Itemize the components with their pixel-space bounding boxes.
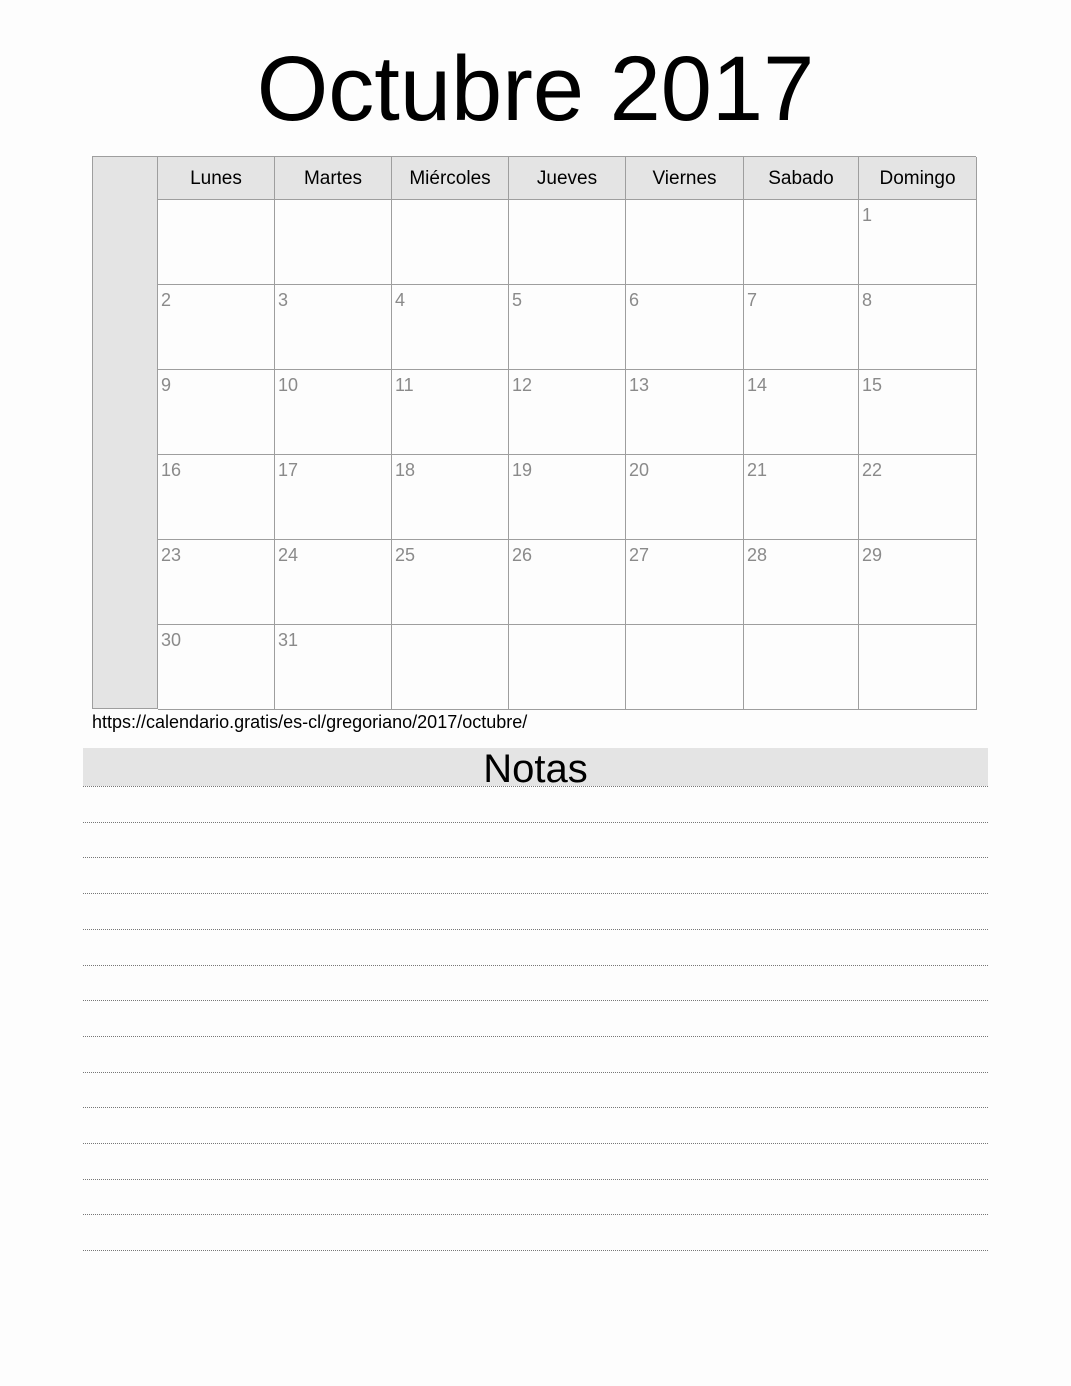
day-cell[interactable] xyxy=(626,625,744,710)
day-number: 21 xyxy=(747,460,768,480)
day-number: 4 xyxy=(395,290,406,310)
note-line[interactable] xyxy=(83,893,988,894)
day-number: 2 xyxy=(161,290,172,310)
day-number: 31 xyxy=(278,630,299,650)
day-cell[interactable] xyxy=(275,625,392,710)
day-cell[interactable] xyxy=(158,370,275,455)
day-cell[interactable] xyxy=(744,455,859,540)
day-cell[interactable] xyxy=(509,285,626,370)
note-line[interactable] xyxy=(83,1000,988,1001)
day-cell[interactable] xyxy=(744,200,859,285)
calendar-grid xyxy=(92,156,976,709)
day-number: 25 xyxy=(395,545,416,565)
note-line[interactable] xyxy=(83,1143,988,1144)
day-cell[interactable] xyxy=(859,200,977,285)
note-line[interactable] xyxy=(83,1250,988,1251)
weekday-header: Jueves xyxy=(509,157,626,200)
note-line[interactable] xyxy=(83,1036,988,1037)
day-cell[interactable] xyxy=(392,540,509,625)
day-number: 9 xyxy=(161,375,172,395)
day-cell[interactable] xyxy=(859,455,977,540)
day-number: 28 xyxy=(747,545,768,565)
day-cell[interactable] xyxy=(392,370,509,455)
day-cell[interactable] xyxy=(392,455,509,540)
day-number: 15 xyxy=(862,375,883,395)
week-number-column xyxy=(93,157,158,708)
day-cell[interactable] xyxy=(392,200,509,285)
weekday-header: Domingo xyxy=(859,157,977,200)
day-number: 17 xyxy=(278,460,299,480)
day-cell[interactable] xyxy=(744,370,859,455)
note-line[interactable] xyxy=(83,929,988,930)
source-url[interactable]: https://calendario.gratis/es-cl/gregoriano/2017/octubre/ xyxy=(92,712,528,732)
day-cell[interactable] xyxy=(626,370,744,455)
day-cell[interactable] xyxy=(509,540,626,625)
day-number: 26 xyxy=(512,545,533,565)
note-line[interactable] xyxy=(83,965,988,966)
day-cell[interactable] xyxy=(626,455,744,540)
day-number: 20 xyxy=(629,460,650,480)
day-cell[interactable] xyxy=(158,625,275,710)
weekday-header: Miércoles xyxy=(392,157,509,200)
day-number: 10 xyxy=(278,375,299,395)
weekday-header: Sabado xyxy=(744,157,859,200)
day-cell[interactable] xyxy=(158,540,275,625)
day-number: 16 xyxy=(161,460,182,480)
day-cell[interactable] xyxy=(859,540,977,625)
day-cell[interactable] xyxy=(275,370,392,455)
day-cell[interactable] xyxy=(859,285,977,370)
day-number: 6 xyxy=(629,290,640,310)
day-cell[interactable] xyxy=(744,285,859,370)
page-title: Octubre 2017 xyxy=(256,38,815,140)
note-line[interactable] xyxy=(83,822,988,823)
weekday-header: Martes xyxy=(275,157,392,200)
day-cell[interactable] xyxy=(509,455,626,540)
day-cell[interactable] xyxy=(859,625,977,710)
day-number: 18 xyxy=(395,460,416,480)
day-cell[interactable] xyxy=(275,540,392,625)
day-number: 19 xyxy=(512,460,533,480)
day-cell[interactable] xyxy=(158,200,275,285)
day-cell[interactable] xyxy=(509,625,626,710)
note-line[interactable] xyxy=(83,1107,988,1108)
day-number: 27 xyxy=(629,545,650,565)
day-number: 12 xyxy=(512,375,533,395)
day-number: 8 xyxy=(862,290,873,310)
day-cell[interactable] xyxy=(158,285,275,370)
day-cell[interactable] xyxy=(275,285,392,370)
day-number: 7 xyxy=(747,290,758,310)
day-cell[interactable] xyxy=(859,370,977,455)
day-cell[interactable] xyxy=(509,370,626,455)
day-number: 29 xyxy=(862,545,883,565)
day-number: 11 xyxy=(395,375,414,395)
day-number: 24 xyxy=(278,545,299,565)
day-number: 14 xyxy=(747,375,768,395)
day-cell[interactable] xyxy=(158,455,275,540)
note-line[interactable] xyxy=(83,857,988,858)
notes-header: Notas xyxy=(83,748,988,786)
day-number: 13 xyxy=(629,375,650,395)
day-cell[interactable] xyxy=(626,200,744,285)
day-number: 30 xyxy=(161,630,182,650)
weekday-header: Lunes xyxy=(158,157,275,200)
note-line[interactable] xyxy=(83,786,988,787)
day-cell[interactable] xyxy=(744,625,859,710)
weekday-header: Viernes xyxy=(626,157,744,200)
day-cell[interactable] xyxy=(275,455,392,540)
day-cell[interactable] xyxy=(275,200,392,285)
note-line[interactable] xyxy=(83,1072,988,1073)
day-number: 23 xyxy=(161,545,182,565)
day-cell[interactable] xyxy=(744,540,859,625)
day-cell[interactable] xyxy=(392,285,509,370)
note-line[interactable] xyxy=(83,1214,988,1215)
day-cell[interactable] xyxy=(626,540,744,625)
day-number: 3 xyxy=(278,290,289,310)
day-number: 22 xyxy=(862,460,883,480)
day-cell[interactable] xyxy=(626,285,744,370)
note-line[interactable] xyxy=(83,1179,988,1180)
day-number: 1 xyxy=(862,205,873,225)
day-cell[interactable] xyxy=(392,625,509,710)
day-cell[interactable] xyxy=(509,200,626,285)
day-number: 5 xyxy=(512,290,523,310)
